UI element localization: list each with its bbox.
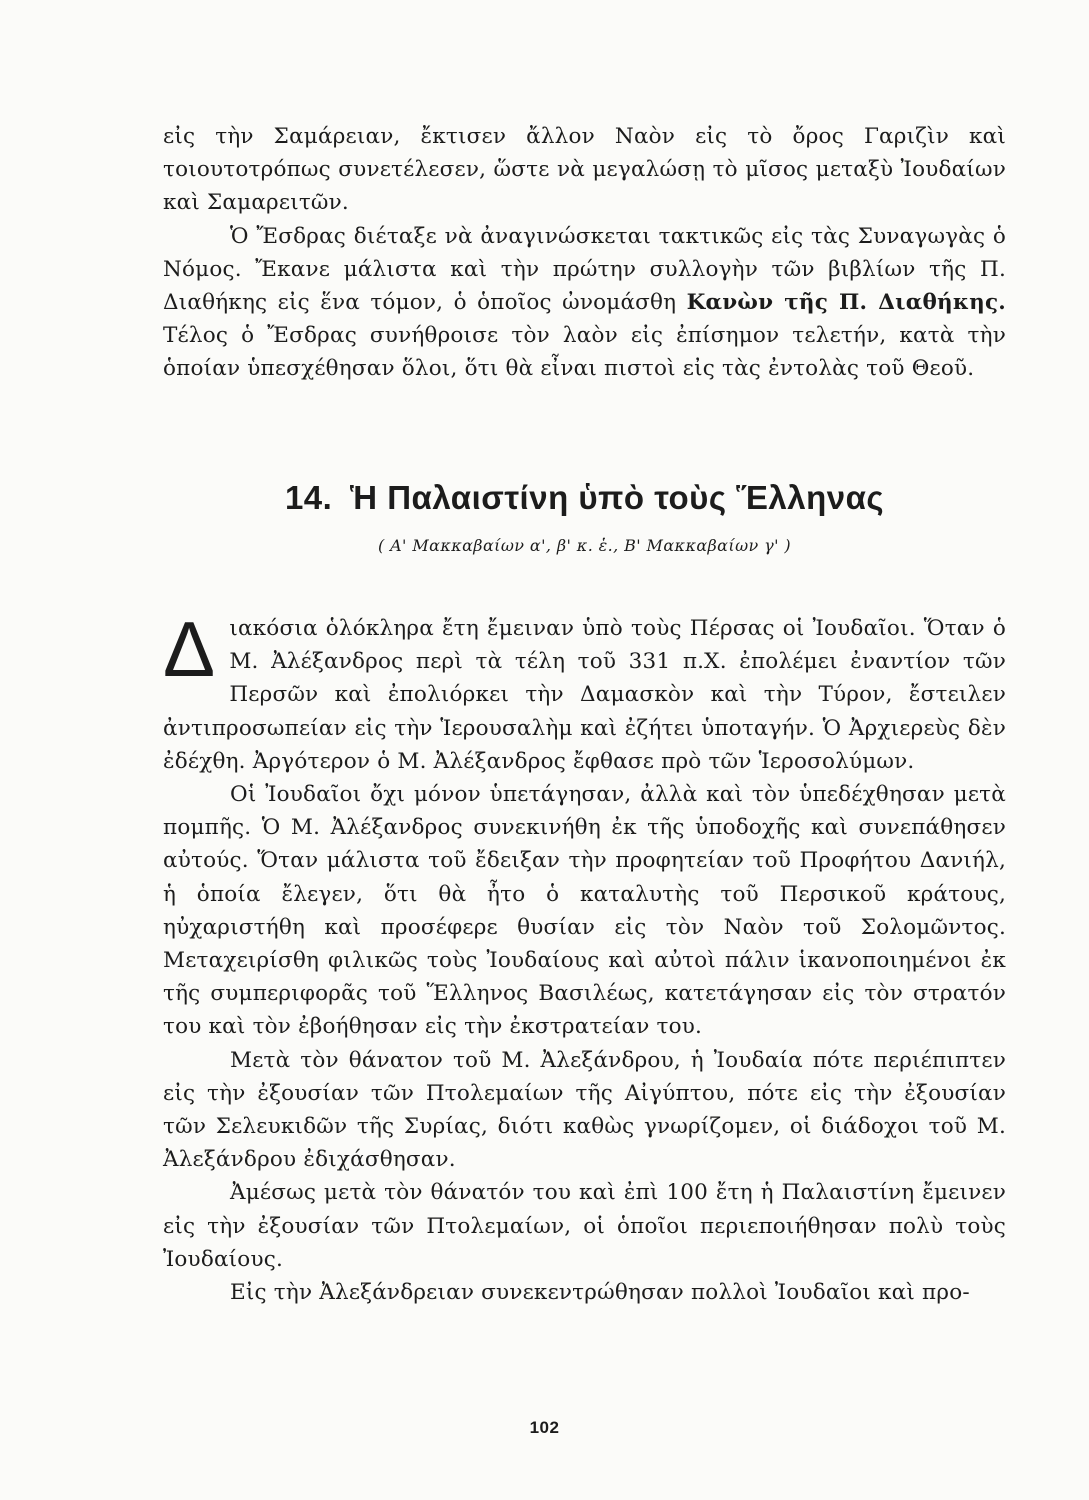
section-number: 14. bbox=[284, 479, 333, 516]
canon-term: Κανὼν τῆς Π. Διαθήκης. bbox=[686, 290, 1006, 316]
paragraph-successors: Μετὰ τὸν θάνατον τοῦ Μ. Ἀλεξάνδρου, ἡ Ἰουδαία πότε περιέπιπτεν εἰς τὴν ἐξουσίαν τῶν Πτολεμαίων τῆς Αἰγύπτου, πότε εἰς τὴν ἐξουσίαν τῶν Σελευκιδῶν τῆς Συρίας, διότι καθὼς γνωρίζομεν, οἱ διάδοχοι τοῦ Μ. Ἀλεξάνδρου ἐδιχάσθησαν. bbox=[163, 1047, 1006, 1173]
top-text-block bbox=[163, 120, 1006, 386]
paragraph-persian-rule bbox=[163, 605, 1006, 778]
paragraph-samaritan-temple: εἰς τὴν Σαμάρειαν, ἔκτισεν ἄλλον Ναὸν εἰς τὸ ὄρος Γαριζὶν καὶ τοιουτοτρόπως συνετέλεσεν, ὥστε νὰ μεγαλώσῃ τὸ μῖσος μεταξὺ Ἰουδαίων καὶ Σαμαρειτῶν. bbox=[163, 124, 1006, 216]
ezra-text-start: Ὁ Ἔσδρας διέταξε νὰ ἀναγινώσκεται τακτικῶς εἰς τὰς Συναγωγὰς ὁ Νόμος. Ἔκανε μάλιστα καὶ τὴν πρώτην συλλογὴν τῶν βιβλίων τῆς Π. Διαθήκης εἰς ἕνα τόμον, ὁ ὁποῖος ὠνομάσθη bbox=[163, 223, 1006, 316]
persian-rule-text: ιακόσια ὁλόκληρα ἔτη ἔμειναν ὑπὸ τοὺς Πέρσας οἱ Ἰουδαῖοι. Ὅταν ὁ Μ. Ἀλέξανδρος περὶ τὰ τέλη τοῦ 331 π.Χ. ἐπολέμει ἐναντίον τῶν Περσῶν καὶ ἐπολιόρκει τὴν Δαμασκὸν καὶ τὴν Τύρον, ἔστειλεν ἀντιπροσωπείαν εἰς τὴν Ἱερουσαλὴμ καὶ ἐζήτει ὑποταγήν. Ὁ Ἀρχιερεὺς δὲν ἐδέχθη. Ἀργότερον ὁ Μ. Ἀλέξανδρος ἔφθασε πρὸ τῶν Ἱεροσολύμων. bbox=[163, 616, 1006, 774]
drop-cap: Δ bbox=[163, 605, 216, 693]
section-title: Ἡ Παλαιστίνη ὑπὸ τοὺς Ἕλληνας bbox=[350, 479, 885, 516]
paragraph-ezra bbox=[163, 220, 1006, 386]
section-heading bbox=[163, 478, 1006, 518]
ezra-text-end: Τέλος ὁ Ἔσδρας συνήθροισε τὸν λαὸν εἰς ἐπίσημον τελετήν, κατὰ τὴν ὁποίαν ὑπεσχέθησαν ὅλοι, ὅτι θὰ εἶναι πιστοὶ εἰς τὰς ἐντολὰς τοῦ Θεοῦ. bbox=[163, 323, 1006, 382]
paragraph-alexandria: Εἰς τὴν Ἀλεξάνδρειαν συνεκεντρώθησαν πολλοὶ Ἰουδαῖοι καὶ προ- bbox=[230, 1280, 970, 1306]
paragraph-alexander-welcome: Οἱ Ἰουδαῖοι ὄχι μόνον ὑπετάγησαν, ἀλλὰ καὶ τὸν ὑπεδέχθησαν μετὰ πομπῆς. Ὁ Μ. Ἀλέξανδρος συνεκινήθη ἐκ τῆς ὑποδοχῆς καὶ συνεπάθησεν αὐτούς. Ὅταν μάλιστα τοῦ ἔδειξαν τὴν προφητείαν τοῦ Προφήτου Δανιήλ, ἡ ὁποία ἔλεγεν, ὅτι θὰ ἦτο ὁ καταλυτὴς τοῦ Περσικοῦ κράτους, ηὐχαριστήθη καὶ προσέφερε θυσίαν εἰς τὸν Ναὸν τοῦ Σολομῶντος. Μεταχειρίσθη φιλικῶς τοὺς Ἰουδαίους καὶ αὐτοὶ πάλιν ἱκανοποιημένοι ἐκ τῆς συμπεριφορᾶς τοῦ Ἕλληνος Βασιλέως, κατετάγησαν εἰς τὸν στρατόν του καὶ τὸν ἐβοήθησαν εἰς τὴν ἐκστρατείαν του. bbox=[163, 782, 1006, 1040]
paragraph-ptolemies: Ἀμέσως μετὰ τὸν θάνατόν του καὶ ἐπὶ 100 ἔτη ἡ Παλαιστίνη ἔμεινεν εἰς τὴν ἐξουσίαν τῶν Πτολεμαίων, οἱ ὁποῖοι περιεποιήθησαν πολὺ τοὺς Ἰουδαίους. bbox=[163, 1180, 1006, 1272]
page-number: 102 bbox=[529, 1418, 560, 1437]
section-reference: ( Α' Μακκαβαίων α', β' κ. ἑ., Β' Μακκαβαίων γ' ) bbox=[377, 536, 792, 555]
main-text-block bbox=[163, 605, 1006, 1309]
